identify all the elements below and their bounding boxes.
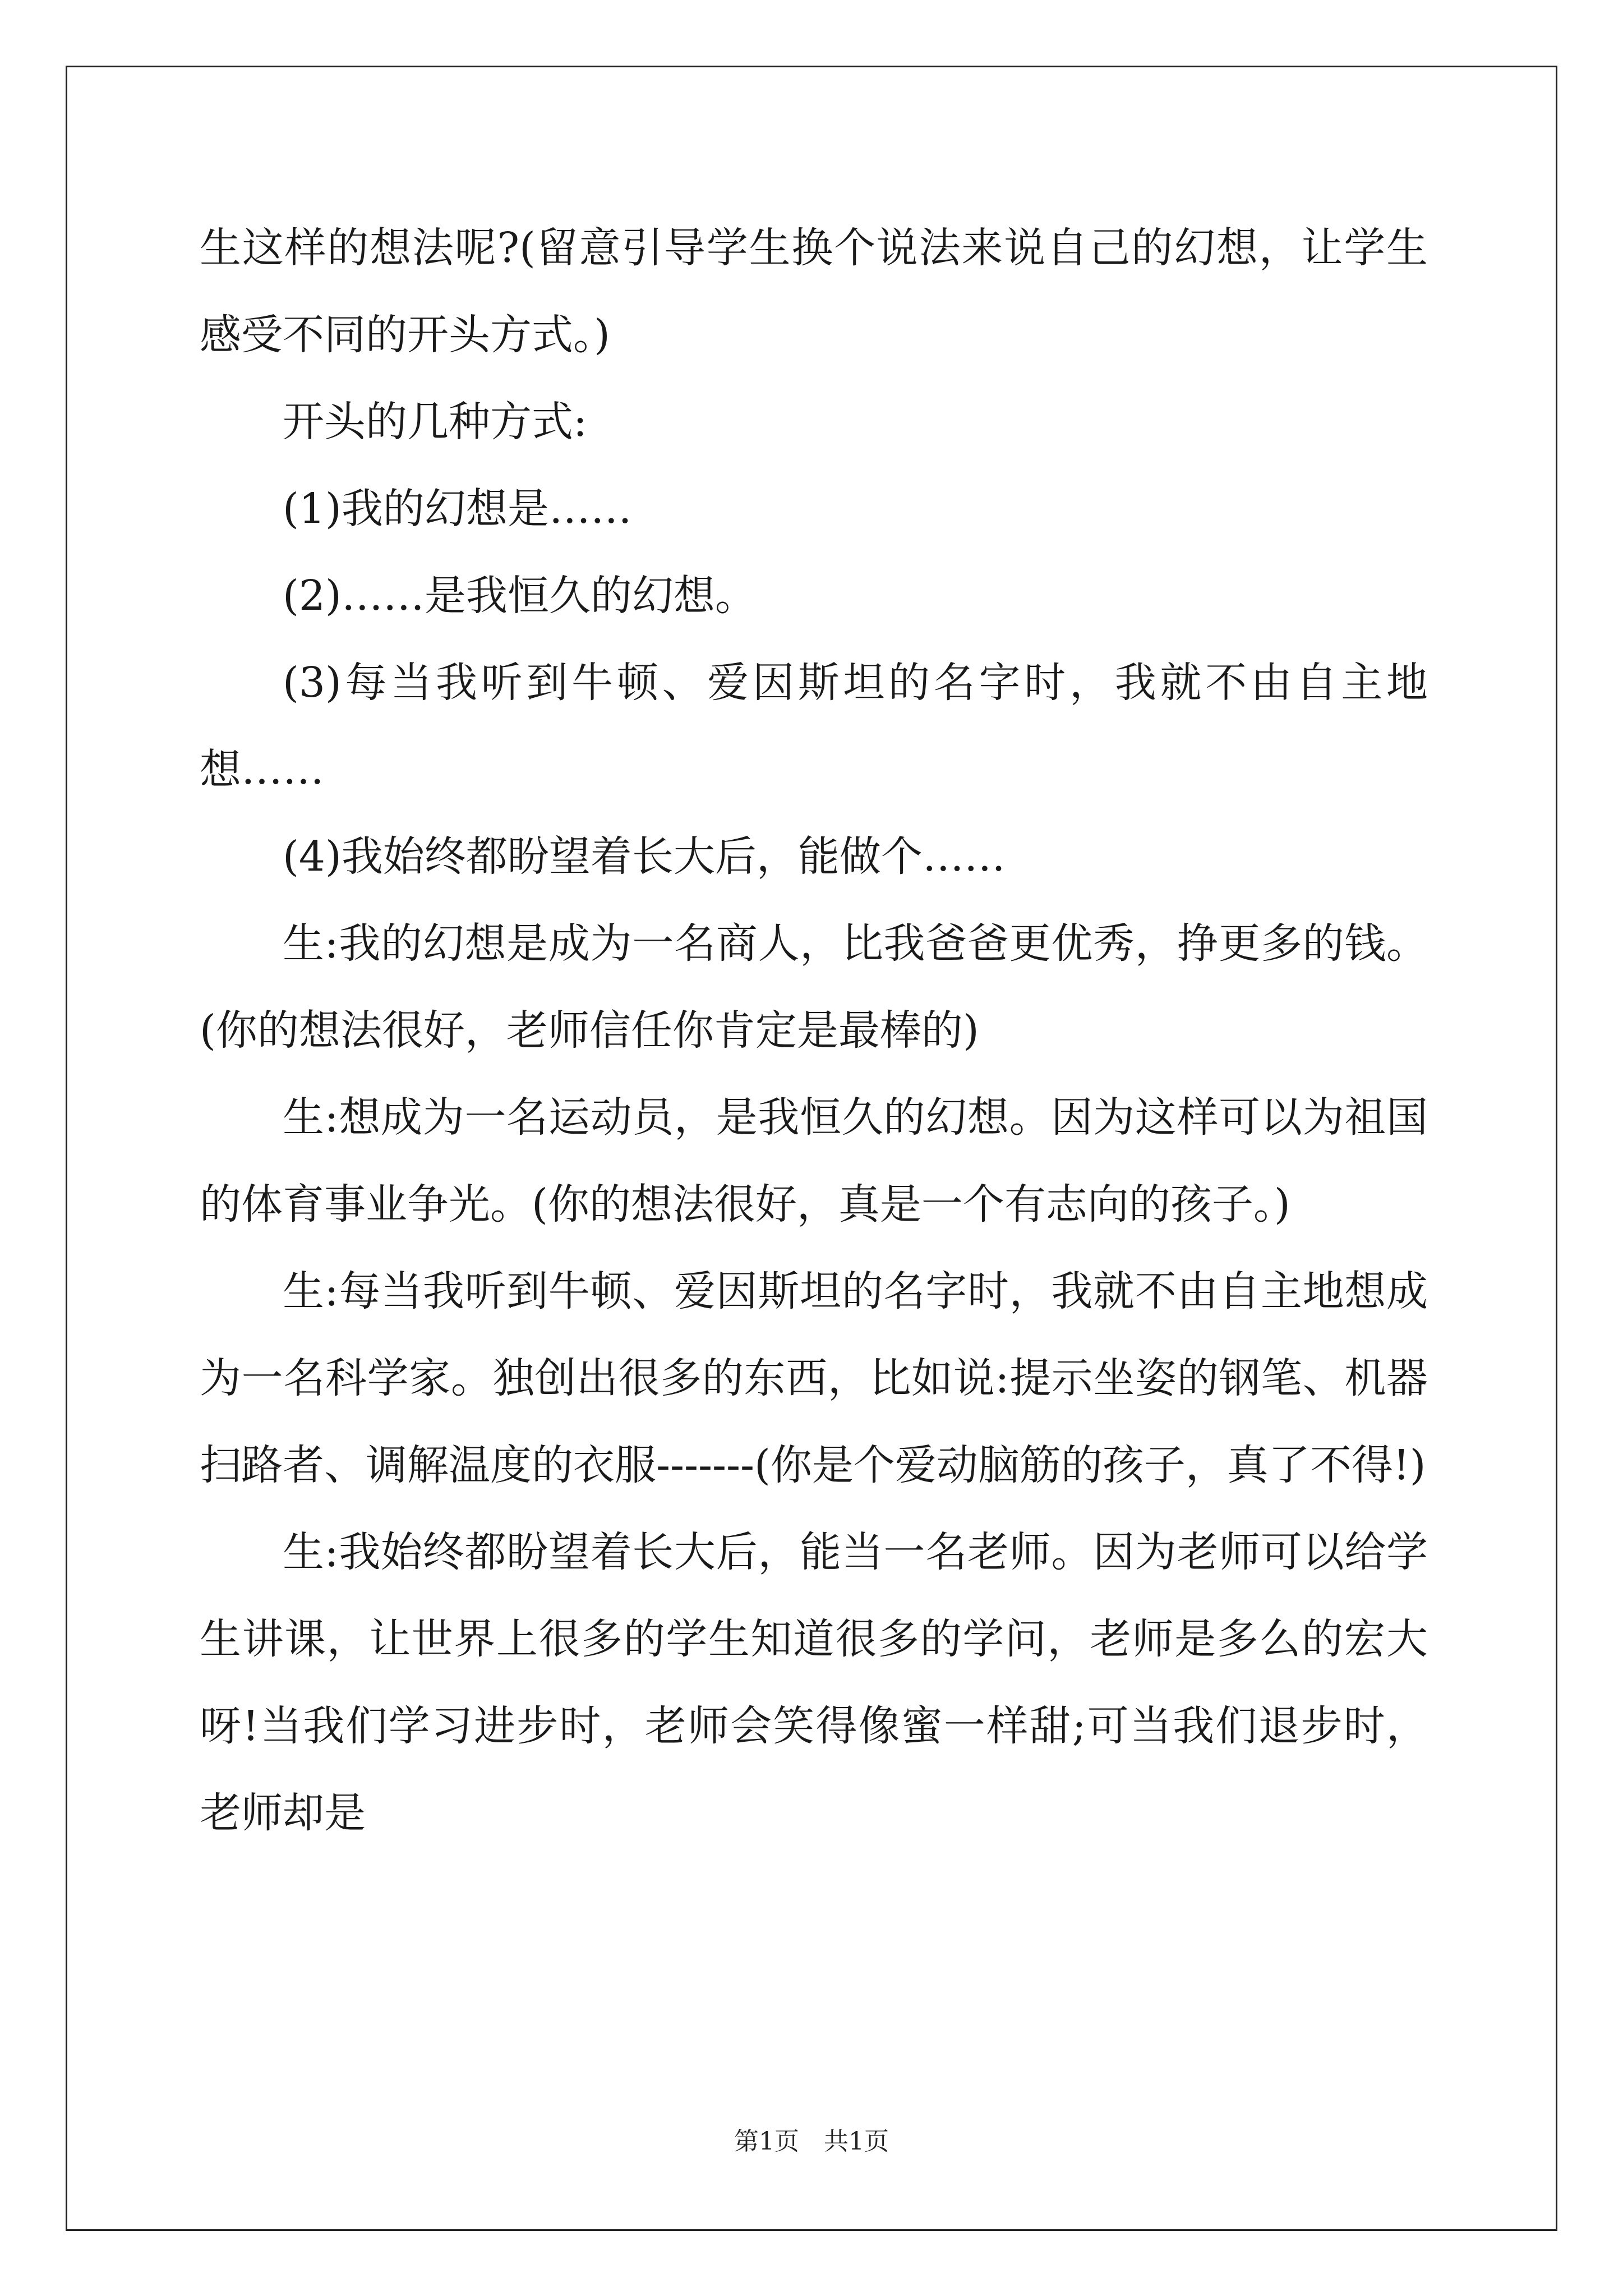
paragraph: (3)每当我听到牛顿、爱因斯坦的名字时，我就不由自主地想…… [200,659,1428,794]
page-footer: 第1页 共1页 [734,2127,889,2156]
paragraph: 生这样的想法呢?(留意引导学生换个说法来说自己的幻想，让学生感受不同的开头方式。) [200,224,1428,359]
paragraph: 开头的几种方式: [283,398,587,446]
document-body [200,205,1428,1857]
paragraph: (4)我始终都盼望着长大后，能做个…… [283,832,1006,881]
paragraph: (1)我的幻想是…… [283,485,632,533]
paragraph: 生:想成为一名运动员，是我恒久的幻想。因为这样可以为祖国的体育事业争光。(你的想法很好，真是一个有志向的孩子。) [200,1093,1428,1228]
paragraph: 生:我始终都盼望着长大后，能当一名老师。因为老师可以给学生讲课，让世界上很多的学生知道很多的学问，老师是多么的宏大呀!当我们学习进步时，老师会笑得像蜜一样甜;可当我们退步时，老师却是 [200,1528,1428,1837]
paragraph: 生:我的幻想是成为一名商人，比我爸爸更优秀，挣更多的钱。(你的想法很好，老师信任你肯定是最棒的) [200,919,1428,1055]
paragraph: (2)……是我恒久的幻想。 [283,572,757,620]
paragraph: 生:每当我听到牛顿、爱因斯坦的名字时，我就不由自主地想成为一名科学家。独创出很多的东西，比如说:提示坐姿的钢笔、机器扫路者、调解温度的衣服-------(你是个爱动脑筋的孩子，真了不得!) [200,1267,1428,1489]
